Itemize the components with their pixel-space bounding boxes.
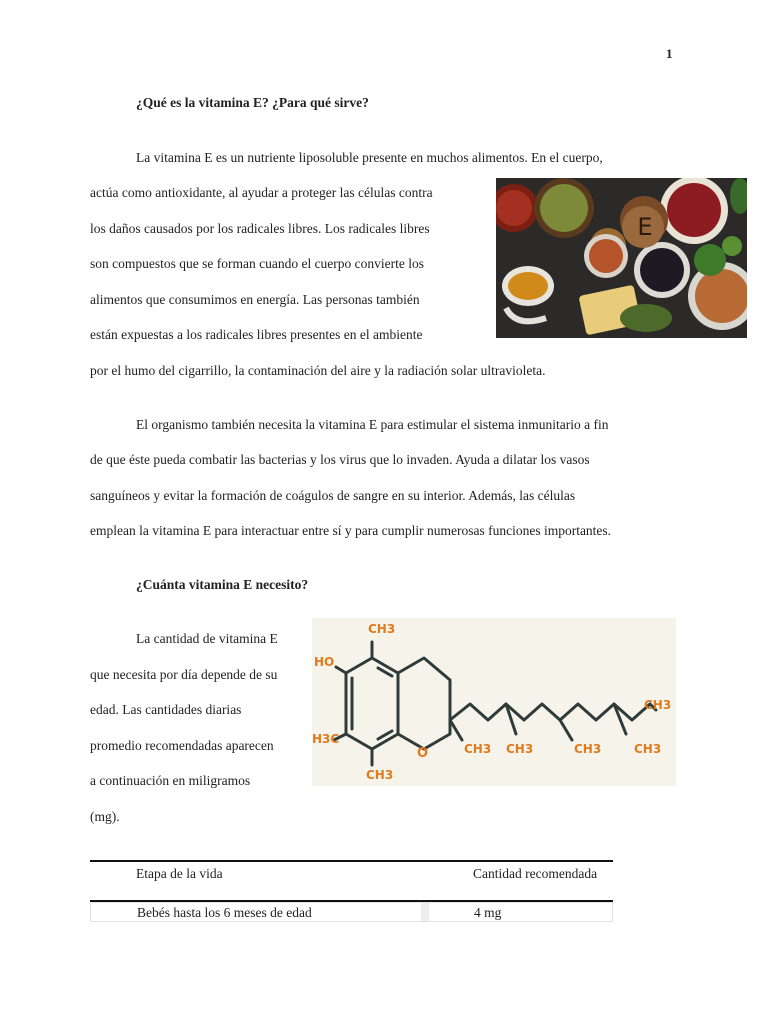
label-ch3-bottom: CH3 — [366, 768, 394, 782]
paragraph-line: los daños causados por los radicales libres. Los radicales libres — [90, 221, 430, 236]
paragraph-line: por el humo del cigarrillo, la contaminación del aire y la radiación solar ultravioleta. — [90, 363, 546, 378]
table-row — [90, 902, 613, 922]
paragraph-line: edad. Las cantidades diarias — [90, 702, 242, 717]
paragraph-line: están expuestas a los radicales libres presentes en el ambiente — [90, 327, 423, 342]
label-h3c: H3C — [312, 732, 340, 746]
section-heading-what-is: ¿Qué es la vitamina E? ¿Para qué sirve? — [136, 95, 369, 110]
paragraph-line: promedio recomendadas aparecen — [90, 738, 274, 753]
vitamin-e-badge-label: E — [637, 213, 653, 241]
tocopherol-structure-diagram — [312, 618, 676, 786]
label-ho: HO — [314, 655, 335, 669]
paragraph-line: (mg). — [90, 809, 120, 824]
table-cell-stage: Bebés hasta los 6 meses de edad — [137, 905, 312, 920]
label-ch3-end: CH3 — [644, 698, 672, 712]
table-header-amount: Cantidad recomendada — [473, 866, 598, 881]
paragraph-line: de que éste pueda combatir las bacterias y los virus que lo invaden. Ayuda a dilatar los vasos — [90, 452, 590, 467]
label-ch3-chain-b: CH3 — [506, 742, 534, 756]
page-number: 1 — [666, 46, 673, 61]
paragraph-line: La cantidad de vitamina E — [136, 631, 278, 646]
label-ch3-top: CH3 — [368, 622, 396, 636]
table-cell-separator — [421, 903, 429, 921]
paragraph-line: emplean la vitamina E para interactuar entre sí y para cumplir numerosas funciones importantes. — [90, 523, 612, 538]
table-top-rule — [90, 860, 613, 862]
section-heading-how-much: ¿Cuánta vitamina E necesito? — [136, 577, 309, 592]
table-header-stage: Etapa de la vida — [136, 866, 223, 881]
paragraph-line: son compuestos que se forman cuando el cuerpo convierte los — [90, 256, 425, 271]
label-oxygen: O — [417, 746, 429, 761]
label-ch3-chain-a: CH3 — [464, 742, 492, 756]
label-ch3-chain-c: CH3 — [574, 742, 602, 756]
paragraph-line: sanguíneos y evitar la formación de coágulos de sangre en su interior. Además, las células — [90, 488, 576, 503]
paragraph-line: que necesita por día depende de su — [90, 667, 278, 682]
paragraph-line: El organismo también necesita la vitamina E para estimular el sistema inmunitario a fin — [136, 417, 609, 432]
paragraph-line: actúa como antioxidante, al ayudar a proteger las células contra — [90, 185, 433, 200]
vitamin-e-foods-photo — [496, 178, 747, 338]
table-cell-amount: 4 mg — [474, 905, 502, 920]
paragraph-line: La vitamina E es un nutriente liposoluble presente en muchos alimentos. En el cuerpo, — [136, 150, 603, 165]
paragraph-line: alimentos que consumimos en energía. Las personas también — [90, 292, 420, 307]
label-ch3-chain-d: CH3 — [634, 742, 662, 756]
paragraph-line: a continuación en miligramos — [90, 773, 251, 788]
